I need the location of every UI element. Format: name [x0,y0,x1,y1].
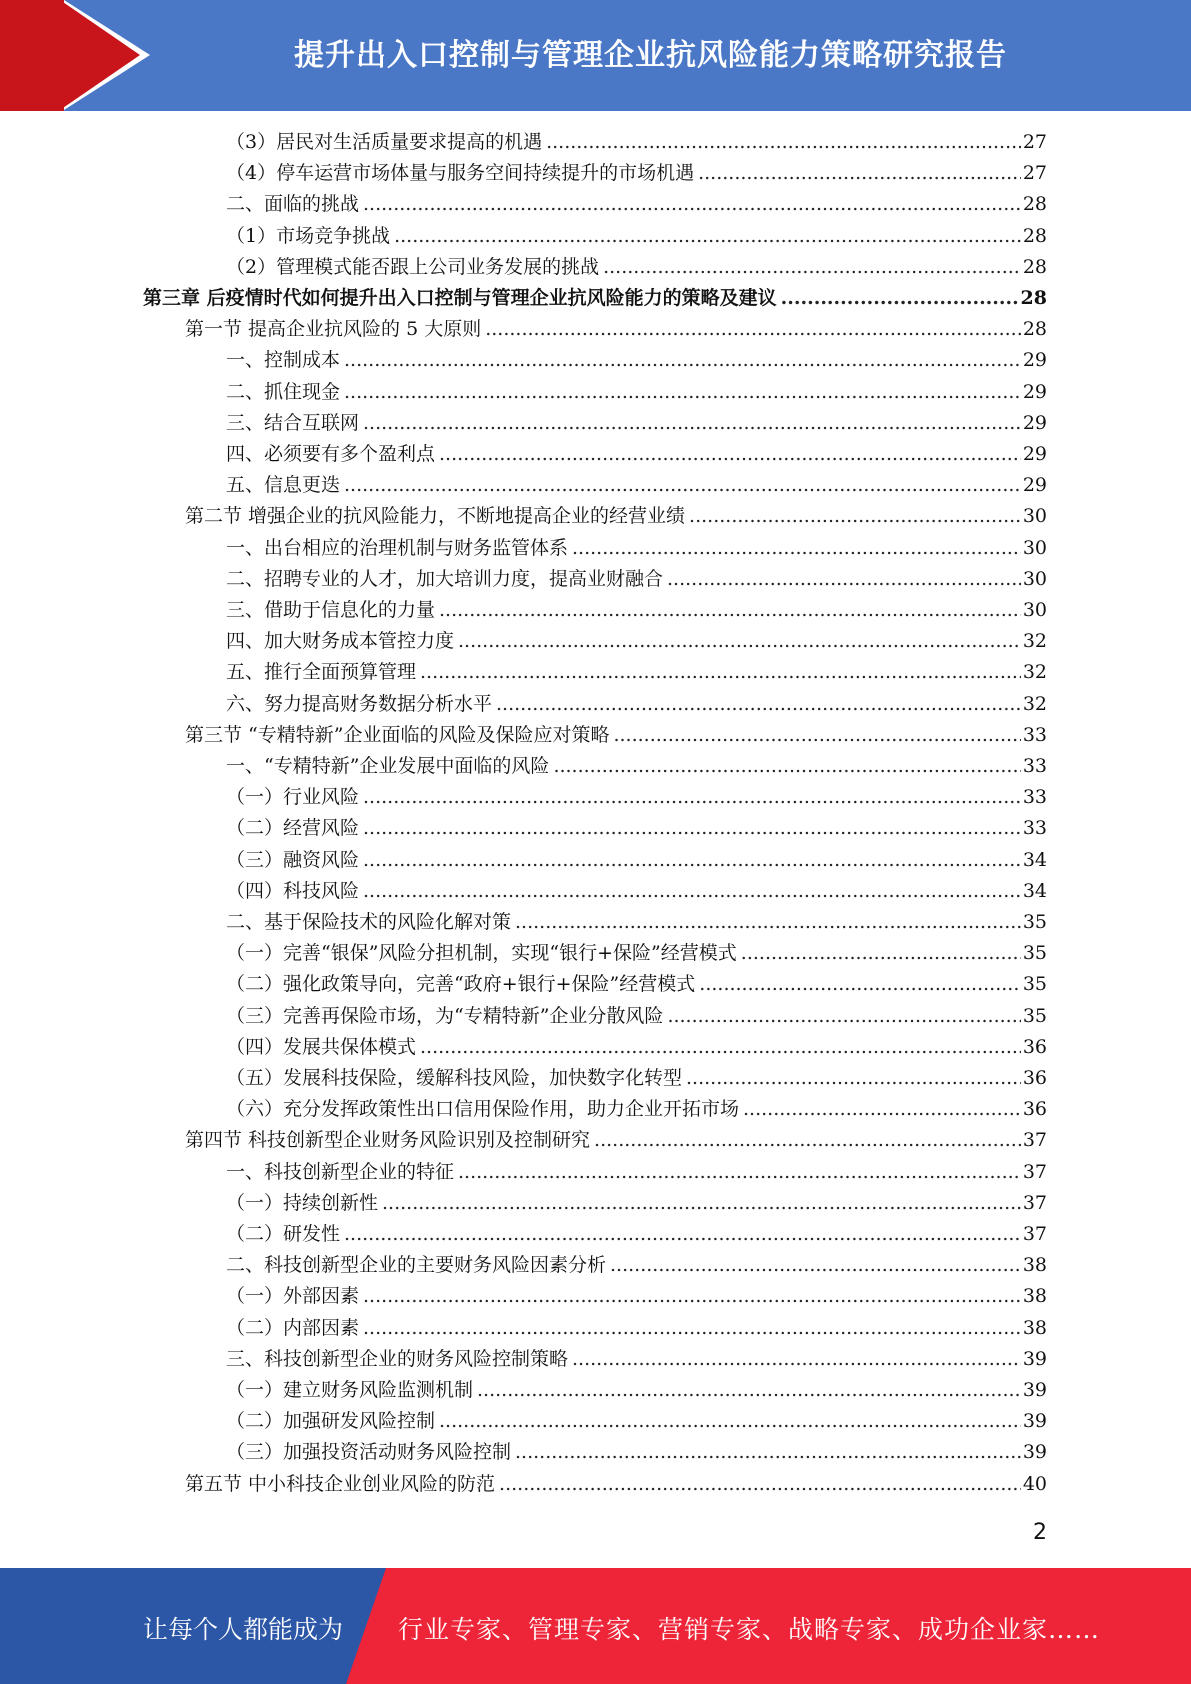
toc-leader-dots [699,969,1021,1000]
toc-entry[interactable] [226,221,1047,252]
toc-entry-title: （一）外部因素 [226,1285,360,1308]
toc-leader-dots [553,751,1020,782]
toc-entry[interactable] [226,1375,1047,1406]
toc-entry-page: 30 [1022,505,1047,528]
toc-leader-dots [382,1188,1021,1219]
toc-entry[interactable] [226,1094,1047,1125]
toc-leader-dots [743,1094,1021,1125]
toc-entry-title: （4）停车运营市场体量与服务空间持续提升的市场机遇 [226,162,695,185]
page-footer [0,1568,1191,1684]
toc-leader-dots [344,345,1021,376]
toc-leader-dots [686,1063,1021,1094]
toc-entry-page: 37 [1022,1223,1047,1245]
toc-entry[interactable] [226,1188,1047,1219]
toc-entry-title: 三、科技创新型企业的财务风险控制策略 [226,1347,569,1370]
toc-entry-title: （二）强化政策导向，完善“政府+银行+保险”经营模式 [226,973,696,996]
toc-entry[interactable] [185,720,1047,751]
toc-entry-title: （一）完善“银保”风险分担机制，实现“银行+保险”经营模式 [226,942,737,965]
toc-entry[interactable] [226,907,1047,938]
toc-entry-title: （二）研发性 [226,1223,341,1245]
toc-entry-title: （三）融资风险 [226,848,360,871]
toc-entry-title: （二）经营风险 [226,817,360,840]
toc-entry[interactable] [226,1063,1047,1094]
toc-entry-title: （一）持续创新性 [226,1191,379,1214]
toc-leader-dots [344,470,1021,501]
toc-entry-title: 四、加大财务成本管控力度 [226,630,455,653]
toc-entry[interactable] [226,595,1047,626]
toc-leader-dots [515,907,1021,938]
toc-leader-dots [363,845,1021,876]
toc-entry[interactable] [226,252,1047,283]
toc-entry[interactable] [226,1032,1047,1063]
toc-entry[interactable] [226,1344,1047,1375]
toc-entry[interactable] [226,408,1047,439]
toc-entry-title: （2）管理模式能否跟上公司业务发展的挑战 [226,255,600,278]
toc-leader-dots [458,626,1021,657]
toc-entry-title: 二、基于保险技术的风险化解对策 [226,911,512,933]
toc-entry-title: 五、推行全面预算管理 [226,661,417,684]
toc-leader-dots [363,408,1021,439]
toc-entry-title: 三、借助于信息化的力量 [226,599,436,621]
toc-leader-dots [781,283,1019,314]
toc-leader-dots [420,1032,1021,1063]
toc-leader-dots [420,657,1021,688]
toc-leader-dots [594,1125,1021,1156]
toc-entry-page: 38 [1022,1316,1047,1339]
toc-entry[interactable] [185,501,1047,532]
toc-entry-page: 28 [1022,224,1047,247]
toc-leader-dots [698,158,1021,189]
toc-entry[interactable] [226,533,1047,564]
toc-entry[interactable] [226,782,1047,813]
toc-entry[interactable] [226,470,1047,501]
toc-entry-title: 三、结合互联网 [226,411,360,434]
toc-entry-title: （1）市场竞争挑战 [226,224,391,247]
toc-entry-page: 33 [1022,817,1047,840]
toc-entry[interactable] [226,969,1047,1000]
toc-leader-dots [572,1344,1021,1375]
toc-entry[interactable] [226,1281,1047,1312]
toc-entry[interactable] [226,189,1047,220]
toc-entry-page: 32 [1022,692,1047,715]
header-red-block [0,0,64,111]
toc-entry-page: 34 [1022,879,1047,902]
toc-entry[interactable] [185,1125,1047,1156]
toc-entry-page: 39 [1022,1379,1047,1401]
report-title: 提升出入口控制与管理企业抗风险能力策略研究报告 [294,38,1007,73]
toc-entry-page: 28 [1022,318,1047,341]
footer-slogan-left: 让每个人都能成为 [143,1615,344,1644]
toc-entry-title: （四）科技风险 [226,879,360,902]
toc-entry[interactable] [226,345,1047,376]
toc-entry-title: 第一节 提高企业抗风险的 5 大原则 [185,318,482,341]
toc-entry-page: 33 [1022,723,1047,746]
toc-entry-page: 38 [1022,1285,1047,1308]
toc-entry[interactable] [226,689,1047,720]
toc-entry-page: 33 [1022,755,1047,777]
toc-leader-dots [344,377,1021,408]
toc-entry[interactable] [226,1001,1047,1032]
toc-entry[interactable] [226,626,1047,657]
footer-slogan-right: 行业专家、管理专家、营销专家、战略专家、成功企业家…… [398,1615,1101,1644]
toc-leader-dots [458,1157,1021,1188]
toc-entry[interactable] [226,1157,1047,1188]
toc-entry[interactable] [226,158,1047,189]
toc-entry-title: （四）发展共保体模式 [226,1035,417,1058]
toc-entry-title: 一、出台相应的治理机制与财务监管体系 [226,536,569,559]
toc-entry-page: 29 [1022,411,1047,434]
toc-leader-dots [439,595,1021,626]
toc-leader-dots [363,876,1021,907]
toc-entry-page: 30 [1022,599,1047,621]
toc-entry-page: 28 [1022,193,1047,216]
toc-entry-page: 33 [1022,786,1047,809]
toc-leader-dots [363,782,1021,813]
toc-entry-title: 二、抓住现金 [226,380,341,403]
toc-leader-dots [439,1406,1021,1437]
toc-entry-page: 39 [1022,1441,1047,1464]
toc-entry-title: 第四节 科技创新型企业财务风险识别及控制研究 [185,1129,591,1152]
page-header [0,0,1191,111]
toc-entry[interactable] [226,813,1047,844]
toc-entry[interactable] [226,127,1047,158]
toc-entry-title: 一、控制成本 [226,349,341,372]
toc-entry-page: 37 [1022,1129,1047,1152]
toc-leader-dots [496,689,1021,720]
toc-entry-title: 二、科技创新型企业的主要财务风险因素分析 [226,1254,607,1277]
toc-entry[interactable] [226,1219,1047,1250]
toc-entry-title: （一）行业风险 [226,786,360,809]
toc-leader-dots [572,533,1021,564]
toc-entry[interactable] [185,1469,1047,1500]
toc-entry[interactable] [226,876,1047,907]
toc-entry-title: （3）居民对生活质量要求提高的机遇 [226,131,543,153]
toc-leader-dots [667,1001,1020,1032]
toc-entry[interactable] [226,751,1047,782]
toc-entry-page: 37 [1022,1160,1047,1183]
toc-entry-title: （一）建立财务风险监测机制 [226,1379,474,1401]
toc-leader-dots [610,1250,1021,1281]
toc-entry[interactable] [143,283,1047,314]
toc-entry-title: （三）完善再保险市场，为“专精特新”企业分散风险 [226,1004,664,1027]
toc-entry-title: （六）充分发挥政策性出口信用保险作用，助力企业开拓市场 [226,1098,740,1121]
toc-leader-dots [613,720,1020,751]
toc-entry-page: 36 [1022,1098,1047,1121]
toc-entry-page: 28 [1022,255,1047,278]
toc-entry-page: 29 [1022,380,1047,403]
toc-entry-page: 30 [1022,536,1047,559]
toc-entry-page: 36 [1022,1067,1047,1089]
header-red-chevron [60,0,140,110]
toc-entry-page: 29 [1022,443,1047,465]
toc-entry-title: 第二节 增强企业的抗风险能力，不断地提高企业的经营业绩 [185,505,686,528]
toc-leader-dots [344,1219,1021,1250]
toc-leader-dots [363,1281,1021,1312]
toc-entry-title: 二、招聘专业的人才，加大培训力度，提高业财融合 [226,567,664,590]
toc-entry[interactable] [226,938,1047,969]
toc-entry[interactable] [226,1437,1047,1468]
toc-entry-page: 39 [1022,1347,1047,1370]
toc-entry-title: 第三章 后疫情时代如何提升出入口控制与管理企业抗风险能力的策略及建议 [143,287,777,309]
toc-entry-page: 32 [1022,630,1047,653]
toc-entry-page: 38 [1022,1254,1047,1277]
toc-entry[interactable] [226,1406,1047,1437]
toc-entry-page: 35 [1022,911,1047,933]
toc-entry[interactable] [226,377,1047,408]
toc-leader-dots [363,1313,1021,1344]
toc-entry-page: 32 [1022,661,1047,684]
toc-entry[interactable] [226,564,1047,595]
toc-entry-page: 39 [1022,1410,1047,1433]
toc-leader-dots [515,1437,1021,1468]
toc-leader-dots [394,221,1021,252]
toc-entry-page: 35 [1022,1004,1047,1027]
toc-entry-title: 一、科技创新型企业的特征 [226,1160,455,1183]
toc-entry[interactable] [226,657,1047,688]
toc-entry-title: 第五节 中小科技企业创业风险的防范 [185,1472,496,1495]
toc-entry-page: 29 [1022,474,1047,497]
toc-leader-dots [477,1375,1021,1406]
toc-entry[interactable] [226,845,1047,876]
toc-entry-page: 34 [1022,848,1047,871]
toc-entry-page: 27 [1022,162,1047,185]
toc-entry[interactable] [226,1250,1047,1281]
toc-entry-page: 27 [1022,131,1047,153]
toc-entry-title: 一、“专精特新”企业发展中面临的风险 [226,755,550,777]
toc-entry-page: 35 [1022,973,1047,996]
toc-entry-title: 第三节 “专精特新”企业面临的风险及保险应对策略 [185,723,610,746]
toc-entry-title: （五）发展科技保险，缓解科技风险，加快数字化转型 [226,1067,683,1089]
toc-entry-page: 29 [1022,349,1047,372]
toc-entry[interactable] [185,314,1047,345]
toc-leader-dots [546,127,1021,158]
toc-entry-page: 40 [1022,1472,1047,1495]
toc-entry-title: 四、必须要有多个盈利点 [226,443,436,465]
toc-leader-dots [439,439,1021,470]
toc-entry-page: 35 [1022,942,1047,965]
toc-leader-dots [363,813,1021,844]
toc-leader-dots [741,938,1021,969]
toc-entry-page: 28 [1020,287,1047,309]
toc-leader-dots [667,564,1021,595]
toc-entry[interactable] [226,1313,1047,1344]
toc-entry-title: （二）内部因素 [226,1316,360,1339]
toc-leader-dots [689,501,1021,532]
toc-leader-dots [485,314,1021,345]
toc-entry-title: 五、信息更迭 [226,474,341,497]
toc-entry-page: 30 [1022,567,1047,590]
toc-leader-dots [499,1469,1021,1500]
toc-entry-title: （二）加强研发风险控制 [226,1410,436,1433]
toc-entry-title: 六、努力提高财务数据分析水平 [226,692,493,715]
toc-entry-page: 37 [1022,1191,1047,1214]
toc-entry-title: （三）加强投资活动财务风险控制 [226,1441,512,1464]
toc-entry-title: 二、面临的挑战 [226,193,360,216]
toc-leader-dots [603,252,1021,283]
toc-leader-dots [363,189,1021,220]
toc-entry[interactable] [226,439,1047,470]
toc-entry-page: 36 [1022,1035,1047,1058]
page-number: 2 [1033,1520,1047,1545]
